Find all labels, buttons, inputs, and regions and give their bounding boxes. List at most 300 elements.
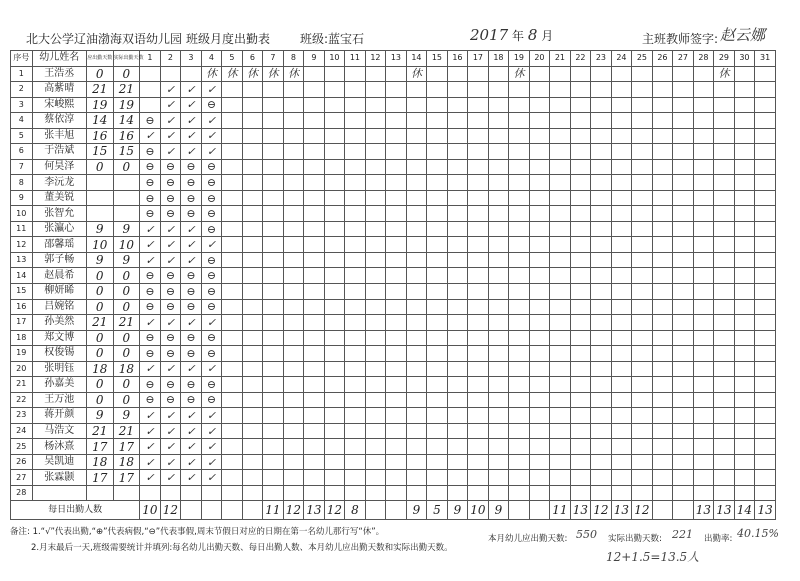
- actual-days-cell: [113, 485, 140, 501]
- day-mark-cell: [591, 252, 612, 268]
- day-mark-cell: [755, 485, 776, 501]
- daily-total-cell: 10: [468, 501, 489, 520]
- day-mark-cell: [345, 268, 366, 284]
- table-row: [11, 377, 776, 393]
- day-mark-cell: [468, 252, 489, 268]
- day-mark-cell: [283, 299, 304, 315]
- day-mark-cell: [488, 206, 509, 222]
- row-number: 26: [11, 454, 33, 470]
- day-mark-cell: [447, 206, 468, 222]
- daily-total-cell: [509, 501, 530, 520]
- day-mark-cell: [529, 144, 550, 160]
- day-mark-cell: [755, 454, 776, 470]
- day-mark-cell: [427, 113, 448, 129]
- col-header-day: 31: [755, 51, 776, 67]
- day-mark-cell: [673, 128, 694, 144]
- day-mark-cell: [611, 454, 632, 470]
- day-mark-cell: [632, 470, 653, 486]
- day-mark-cell: [652, 454, 673, 470]
- day-mark-cell: [242, 408, 263, 424]
- day-mark-cell: [263, 113, 284, 129]
- day-mark-cell: [611, 97, 632, 113]
- day-mark-cell: ✓: [160, 315, 181, 331]
- day-mark-cell: [652, 82, 673, 98]
- day-mark-cell: [283, 268, 304, 284]
- actual-days-cell: 21: [113, 423, 140, 439]
- day-mark-cell: [427, 423, 448, 439]
- day-mark-cell: [263, 485, 284, 501]
- daily-total-cell: 9: [488, 501, 509, 520]
- day-mark-cell: [529, 454, 550, 470]
- table-row: [11, 330, 776, 346]
- table-row: [11, 423, 776, 439]
- student-name: 赵晨希: [32, 268, 86, 284]
- due-days-cell: 21: [86, 82, 113, 98]
- day-mark-cell: [734, 330, 755, 346]
- daily-total-cell: 12: [283, 501, 304, 520]
- day-mark-cell: [693, 392, 714, 408]
- day-mark-cell: [570, 159, 591, 175]
- row-number: 28: [11, 485, 33, 501]
- day-mark-cell: ⊖: [140, 206, 161, 222]
- day-mark-cell: [406, 392, 427, 408]
- day-mark-cell: [242, 485, 263, 501]
- day-mark-cell: [570, 237, 591, 253]
- day-mark-cell: [447, 237, 468, 253]
- day-mark-cell: [673, 159, 694, 175]
- day-mark-cell: [632, 113, 653, 129]
- daily-total-cell: [201, 501, 222, 520]
- day-mark-cell: ⊖: [160, 268, 181, 284]
- day-mark-cell: [488, 82, 509, 98]
- row-number: 4: [11, 113, 33, 129]
- day-mark-cell: [324, 283, 345, 299]
- day-mark-cell: [468, 206, 489, 222]
- student-name: 郑文博: [32, 330, 86, 346]
- day-mark-cell: [427, 190, 448, 206]
- day-mark-cell: ✓: [160, 237, 181, 253]
- day-mark-cell: ⊖: [181, 299, 202, 315]
- day-mark-cell: [509, 175, 530, 191]
- day-mark-cell: [304, 82, 325, 98]
- day-mark-cell: [570, 82, 591, 98]
- table-row: [11, 361, 776, 377]
- day-mark-cell: [386, 237, 407, 253]
- day-mark-cell: [263, 299, 284, 315]
- day-mark-cell: [447, 423, 468, 439]
- day-mark-cell: ⊖: [181, 377, 202, 393]
- day-mark-cell: [468, 454, 489, 470]
- day-mark-cell: [345, 330, 366, 346]
- day-mark-cell: [427, 221, 448, 237]
- day-mark-cell: [570, 97, 591, 113]
- day-mark-cell: [714, 423, 735, 439]
- day-mark-cell: [652, 252, 673, 268]
- teacher-signature: 赵云娜: [720, 26, 766, 44]
- due-days-cell: 0: [86, 330, 113, 346]
- day-mark-cell: [283, 454, 304, 470]
- day-mark-cell: [242, 470, 263, 486]
- day-mark-cell: [632, 268, 653, 284]
- daily-total-cell: 13: [304, 501, 325, 520]
- daily-total-cell: [652, 501, 673, 520]
- day-mark-cell: [427, 346, 448, 362]
- actual-days-cell: 0: [113, 299, 140, 315]
- day-mark-cell: [242, 190, 263, 206]
- table-row: [11, 454, 776, 470]
- day-mark-cell: ✓: [201, 439, 222, 455]
- day-mark-cell: [304, 237, 325, 253]
- day-mark-cell: [283, 392, 304, 408]
- student-name: 吕婉铭: [32, 299, 86, 315]
- day-mark-cell: ✓: [201, 237, 222, 253]
- day-mark-cell: [488, 439, 509, 455]
- day-mark-cell: [283, 97, 304, 113]
- day-mark-cell: [591, 315, 612, 331]
- col-header-day: 24: [611, 51, 632, 67]
- day-mark-cell: [734, 408, 755, 424]
- day-mark-cell: [591, 175, 612, 191]
- day-mark-cell: [263, 159, 284, 175]
- day-mark-cell: [283, 221, 304, 237]
- day-mark-cell: ⊖: [140, 113, 161, 129]
- day-mark-cell: [714, 252, 735, 268]
- day-mark-cell: [488, 485, 509, 501]
- day-mark-cell: ⊖: [160, 392, 181, 408]
- day-mark-cell: [283, 346, 304, 362]
- day-mark-cell: [632, 237, 653, 253]
- day-mark-cell: [570, 346, 591, 362]
- day-mark-cell: [611, 159, 632, 175]
- day-mark-cell: [570, 392, 591, 408]
- day-mark-cell: [365, 268, 386, 284]
- day-mark-cell: [550, 66, 571, 82]
- daily-total-cell: 11: [263, 501, 284, 520]
- day-mark-cell: ✓: [160, 113, 181, 129]
- form-title: 班级月度出勤表: [186, 32, 271, 46]
- day-mark-cell: [386, 221, 407, 237]
- day-mark-cell: [345, 144, 366, 160]
- day-mark-cell: [611, 377, 632, 393]
- day-mark-cell: [693, 283, 714, 299]
- table-row: [11, 299, 776, 315]
- day-mark-cell: [529, 159, 550, 175]
- day-mark-cell: [468, 315, 489, 331]
- day-mark-cell: [591, 439, 612, 455]
- student-name: 张智允: [32, 206, 86, 222]
- day-mark-cell: [714, 144, 735, 160]
- day-mark-cell: [283, 361, 304, 377]
- day-mark-cell: [427, 144, 448, 160]
- day-mark-cell: [509, 299, 530, 315]
- day-mark-cell: [529, 66, 550, 82]
- day-mark-cell: [755, 175, 776, 191]
- day-mark-cell: [263, 454, 284, 470]
- day-mark-cell: [652, 66, 673, 82]
- day-mark-cell: ✓: [201, 315, 222, 331]
- day-mark-cell: [570, 299, 591, 315]
- actual-days-cell: [113, 190, 140, 206]
- day-mark-cell: [509, 159, 530, 175]
- col-header-due: 应出勤天数: [86, 51, 113, 67]
- due-days-cell: 0: [86, 346, 113, 362]
- day-mark-cell: [591, 408, 612, 424]
- day-mark-cell: ✓: [140, 361, 161, 377]
- day-mark-cell: [734, 485, 755, 501]
- day-mark-cell: [693, 175, 714, 191]
- day-mark-cell: [181, 66, 202, 82]
- day-mark-cell: [468, 299, 489, 315]
- day-mark-cell: [734, 128, 755, 144]
- day-mark-cell: [324, 439, 345, 455]
- day-mark-cell: [345, 346, 366, 362]
- day-mark-cell: ✓: [201, 361, 222, 377]
- due-days-cell: 15: [86, 144, 113, 160]
- table-row: [11, 283, 776, 299]
- day-mark-cell: [447, 190, 468, 206]
- day-mark-cell: [345, 159, 366, 175]
- day-mark-cell: [468, 268, 489, 284]
- day-mark-cell: [714, 361, 735, 377]
- day-mark-cell: ✓: [181, 221, 202, 237]
- actual-days-cell: 19: [113, 97, 140, 113]
- day-mark-cell: [222, 97, 243, 113]
- day-mark-cell: [570, 470, 591, 486]
- day-mark-cell: [488, 470, 509, 486]
- day-mark-cell: [611, 82, 632, 98]
- actual-days-cell: 17: [113, 439, 140, 455]
- day-mark-cell: [263, 408, 284, 424]
- day-mark-cell: [242, 175, 263, 191]
- day-mark-cell: [570, 485, 591, 501]
- daily-total-cell: 12: [591, 501, 612, 520]
- day-mark-cell: [755, 237, 776, 253]
- day-mark-cell: [652, 128, 673, 144]
- day-mark-cell: [591, 283, 612, 299]
- daily-total-cell: [222, 501, 243, 520]
- day-mark-cell: ⊖: [160, 377, 181, 393]
- day-mark-cell: [550, 470, 571, 486]
- day-mark-cell: [755, 159, 776, 175]
- day-mark-cell: [693, 82, 714, 98]
- day-mark-cell: [283, 159, 304, 175]
- day-mark-cell: [242, 439, 263, 455]
- day-mark-cell: [755, 221, 776, 237]
- day-mark-cell: [529, 330, 550, 346]
- day-mark-cell: [632, 408, 653, 424]
- actual-days-cell: 21: [113, 82, 140, 98]
- day-mark-cell: [447, 408, 468, 424]
- day-mark-cell: [550, 144, 571, 160]
- day-mark-cell: [427, 361, 448, 377]
- day-mark-cell: [365, 82, 386, 98]
- day-mark-cell: [447, 485, 468, 501]
- day-mark-cell: [591, 113, 612, 129]
- day-mark-cell: [652, 97, 673, 113]
- table-row: [11, 159, 776, 175]
- daily-total-cell: [529, 501, 550, 520]
- day-mark-cell: [222, 470, 243, 486]
- day-mark-cell: [140, 82, 161, 98]
- day-mark-cell: [755, 268, 776, 284]
- day-mark-cell: [263, 144, 284, 160]
- day-mark-cell: [591, 470, 612, 486]
- day-mark-cell: [365, 346, 386, 362]
- day-mark-cell: ⊖: [140, 346, 161, 362]
- day-mark-cell: [427, 485, 448, 501]
- table-row: [11, 175, 776, 191]
- day-mark-cell: [673, 268, 694, 284]
- day-mark-cell: ⊖: [181, 346, 202, 362]
- day-mark-cell: [345, 315, 366, 331]
- day-mark-cell: [550, 175, 571, 191]
- day-mark-cell: [222, 221, 243, 237]
- daily-total-cell: 9: [447, 501, 468, 520]
- day-mark-cell: [632, 66, 653, 82]
- day-mark-cell: [345, 206, 366, 222]
- day-mark-cell: [714, 299, 735, 315]
- due-days-cell: 9: [86, 221, 113, 237]
- day-mark-cell: [591, 159, 612, 175]
- day-mark-cell: [365, 144, 386, 160]
- day-mark-cell: [570, 330, 591, 346]
- day-mark-cell: [304, 330, 325, 346]
- day-mark-cell: [714, 113, 735, 129]
- day-mark-cell: [283, 439, 304, 455]
- actual-days-cell: 0: [113, 268, 140, 284]
- day-mark-cell: ⊖: [140, 330, 161, 346]
- day-mark-cell: [734, 97, 755, 113]
- day-mark-cell: [755, 144, 776, 160]
- day-mark-cell: [304, 128, 325, 144]
- attendance-table: [10, 50, 776, 520]
- day-mark-cell: ✓: [181, 252, 202, 268]
- day-mark-cell: [488, 268, 509, 284]
- day-mark-cell: [734, 392, 755, 408]
- day-mark-cell: [550, 221, 571, 237]
- due-days-cell: 0: [86, 299, 113, 315]
- day-mark-cell: [304, 439, 325, 455]
- class-label: 班级:蓝宝石: [300, 32, 365, 46]
- day-mark-cell: [550, 408, 571, 424]
- col-header-day: 29: [714, 51, 735, 67]
- day-mark-cell: [570, 377, 591, 393]
- due-days-cell: [86, 206, 113, 222]
- day-mark-cell: ✓: [201, 454, 222, 470]
- table-row: [11, 237, 776, 253]
- day-mark-cell: [406, 97, 427, 113]
- day-mark-cell: ⊖: [140, 144, 161, 160]
- day-mark-cell: [529, 221, 550, 237]
- day-mark-cell: [386, 113, 407, 129]
- day-mark-cell: ⊖: [201, 252, 222, 268]
- due-days-label: 本月幼儿应出勤天数:: [488, 534, 568, 544]
- day-mark-cell: [632, 97, 653, 113]
- day-mark-cell: [427, 206, 448, 222]
- day-mark-cell: [755, 330, 776, 346]
- day-mark-cell: [427, 128, 448, 144]
- actual-days-cell: 15: [113, 144, 140, 160]
- day-mark-cell: [283, 377, 304, 393]
- day-mark-cell: [611, 299, 632, 315]
- day-mark-cell: [488, 361, 509, 377]
- day-mark-cell: ✓: [181, 470, 202, 486]
- day-mark-cell: 休: [201, 66, 222, 82]
- day-mark-cell: [242, 299, 263, 315]
- day-mark-cell: [283, 470, 304, 486]
- day-mark-cell: [632, 423, 653, 439]
- day-mark-cell: [427, 175, 448, 191]
- day-mark-cell: ⊖: [140, 159, 161, 175]
- col-header-day: 27: [673, 51, 694, 67]
- day-mark-cell: [734, 283, 755, 299]
- day-mark-cell: [734, 361, 755, 377]
- day-mark-cell: [140, 97, 161, 113]
- day-mark-cell: [324, 268, 345, 284]
- day-mark-cell: [652, 315, 673, 331]
- day-mark-cell: ✓: [160, 128, 181, 144]
- day-mark-cell: [345, 221, 366, 237]
- day-mark-cell: [222, 423, 243, 439]
- student-name: 蒋开颜: [32, 408, 86, 424]
- day-mark-cell: ⊖: [181, 392, 202, 408]
- day-mark-cell: [447, 315, 468, 331]
- day-mark-cell: [324, 299, 345, 315]
- col-header-day: 20: [529, 51, 550, 67]
- day-mark-cell: [283, 423, 304, 439]
- day-mark-cell: ⊖: [201, 377, 222, 393]
- day-mark-cell: [447, 175, 468, 191]
- daily-total-cell: 12: [324, 501, 345, 520]
- day-mark-cell: [673, 206, 694, 222]
- col-header-day: 7: [263, 51, 284, 67]
- day-mark-cell: [714, 454, 735, 470]
- day-mark-cell: [509, 221, 530, 237]
- day-mark-cell: [406, 330, 427, 346]
- day-mark-cell: [673, 283, 694, 299]
- day-mark-cell: [570, 454, 591, 470]
- header-row: [11, 51, 776, 67]
- day-mark-cell: [365, 283, 386, 299]
- day-mark-cell: [345, 283, 366, 299]
- day-mark-cell: [488, 377, 509, 393]
- day-mark-cell: ✓: [140, 128, 161, 144]
- day-mark-cell: [447, 346, 468, 362]
- day-mark-cell: [652, 299, 673, 315]
- day-mark-cell: [468, 82, 489, 98]
- day-mark-cell: [324, 330, 345, 346]
- day-mark-cell: ⊖: [140, 392, 161, 408]
- day-mark-cell: [386, 97, 407, 113]
- day-mark-cell: ✓: [181, 423, 202, 439]
- day-mark-cell: [611, 470, 632, 486]
- row-number: 27: [11, 470, 33, 486]
- day-mark-cell: [652, 346, 673, 362]
- day-mark-cell: [468, 113, 489, 129]
- day-mark-cell: ✓: [160, 144, 181, 160]
- day-mark-cell: [509, 315, 530, 331]
- student-name: 何昊泽: [32, 159, 86, 175]
- day-mark-cell: [611, 330, 632, 346]
- day-mark-cell: [283, 113, 304, 129]
- row-number: 21: [11, 377, 33, 393]
- day-mark-cell: [693, 128, 714, 144]
- day-mark-cell: 休: [406, 66, 427, 82]
- day-mark-cell: [304, 377, 325, 393]
- student-name: 王万池: [32, 392, 86, 408]
- day-mark-cell: [447, 82, 468, 98]
- col-header-day: 9: [304, 51, 325, 67]
